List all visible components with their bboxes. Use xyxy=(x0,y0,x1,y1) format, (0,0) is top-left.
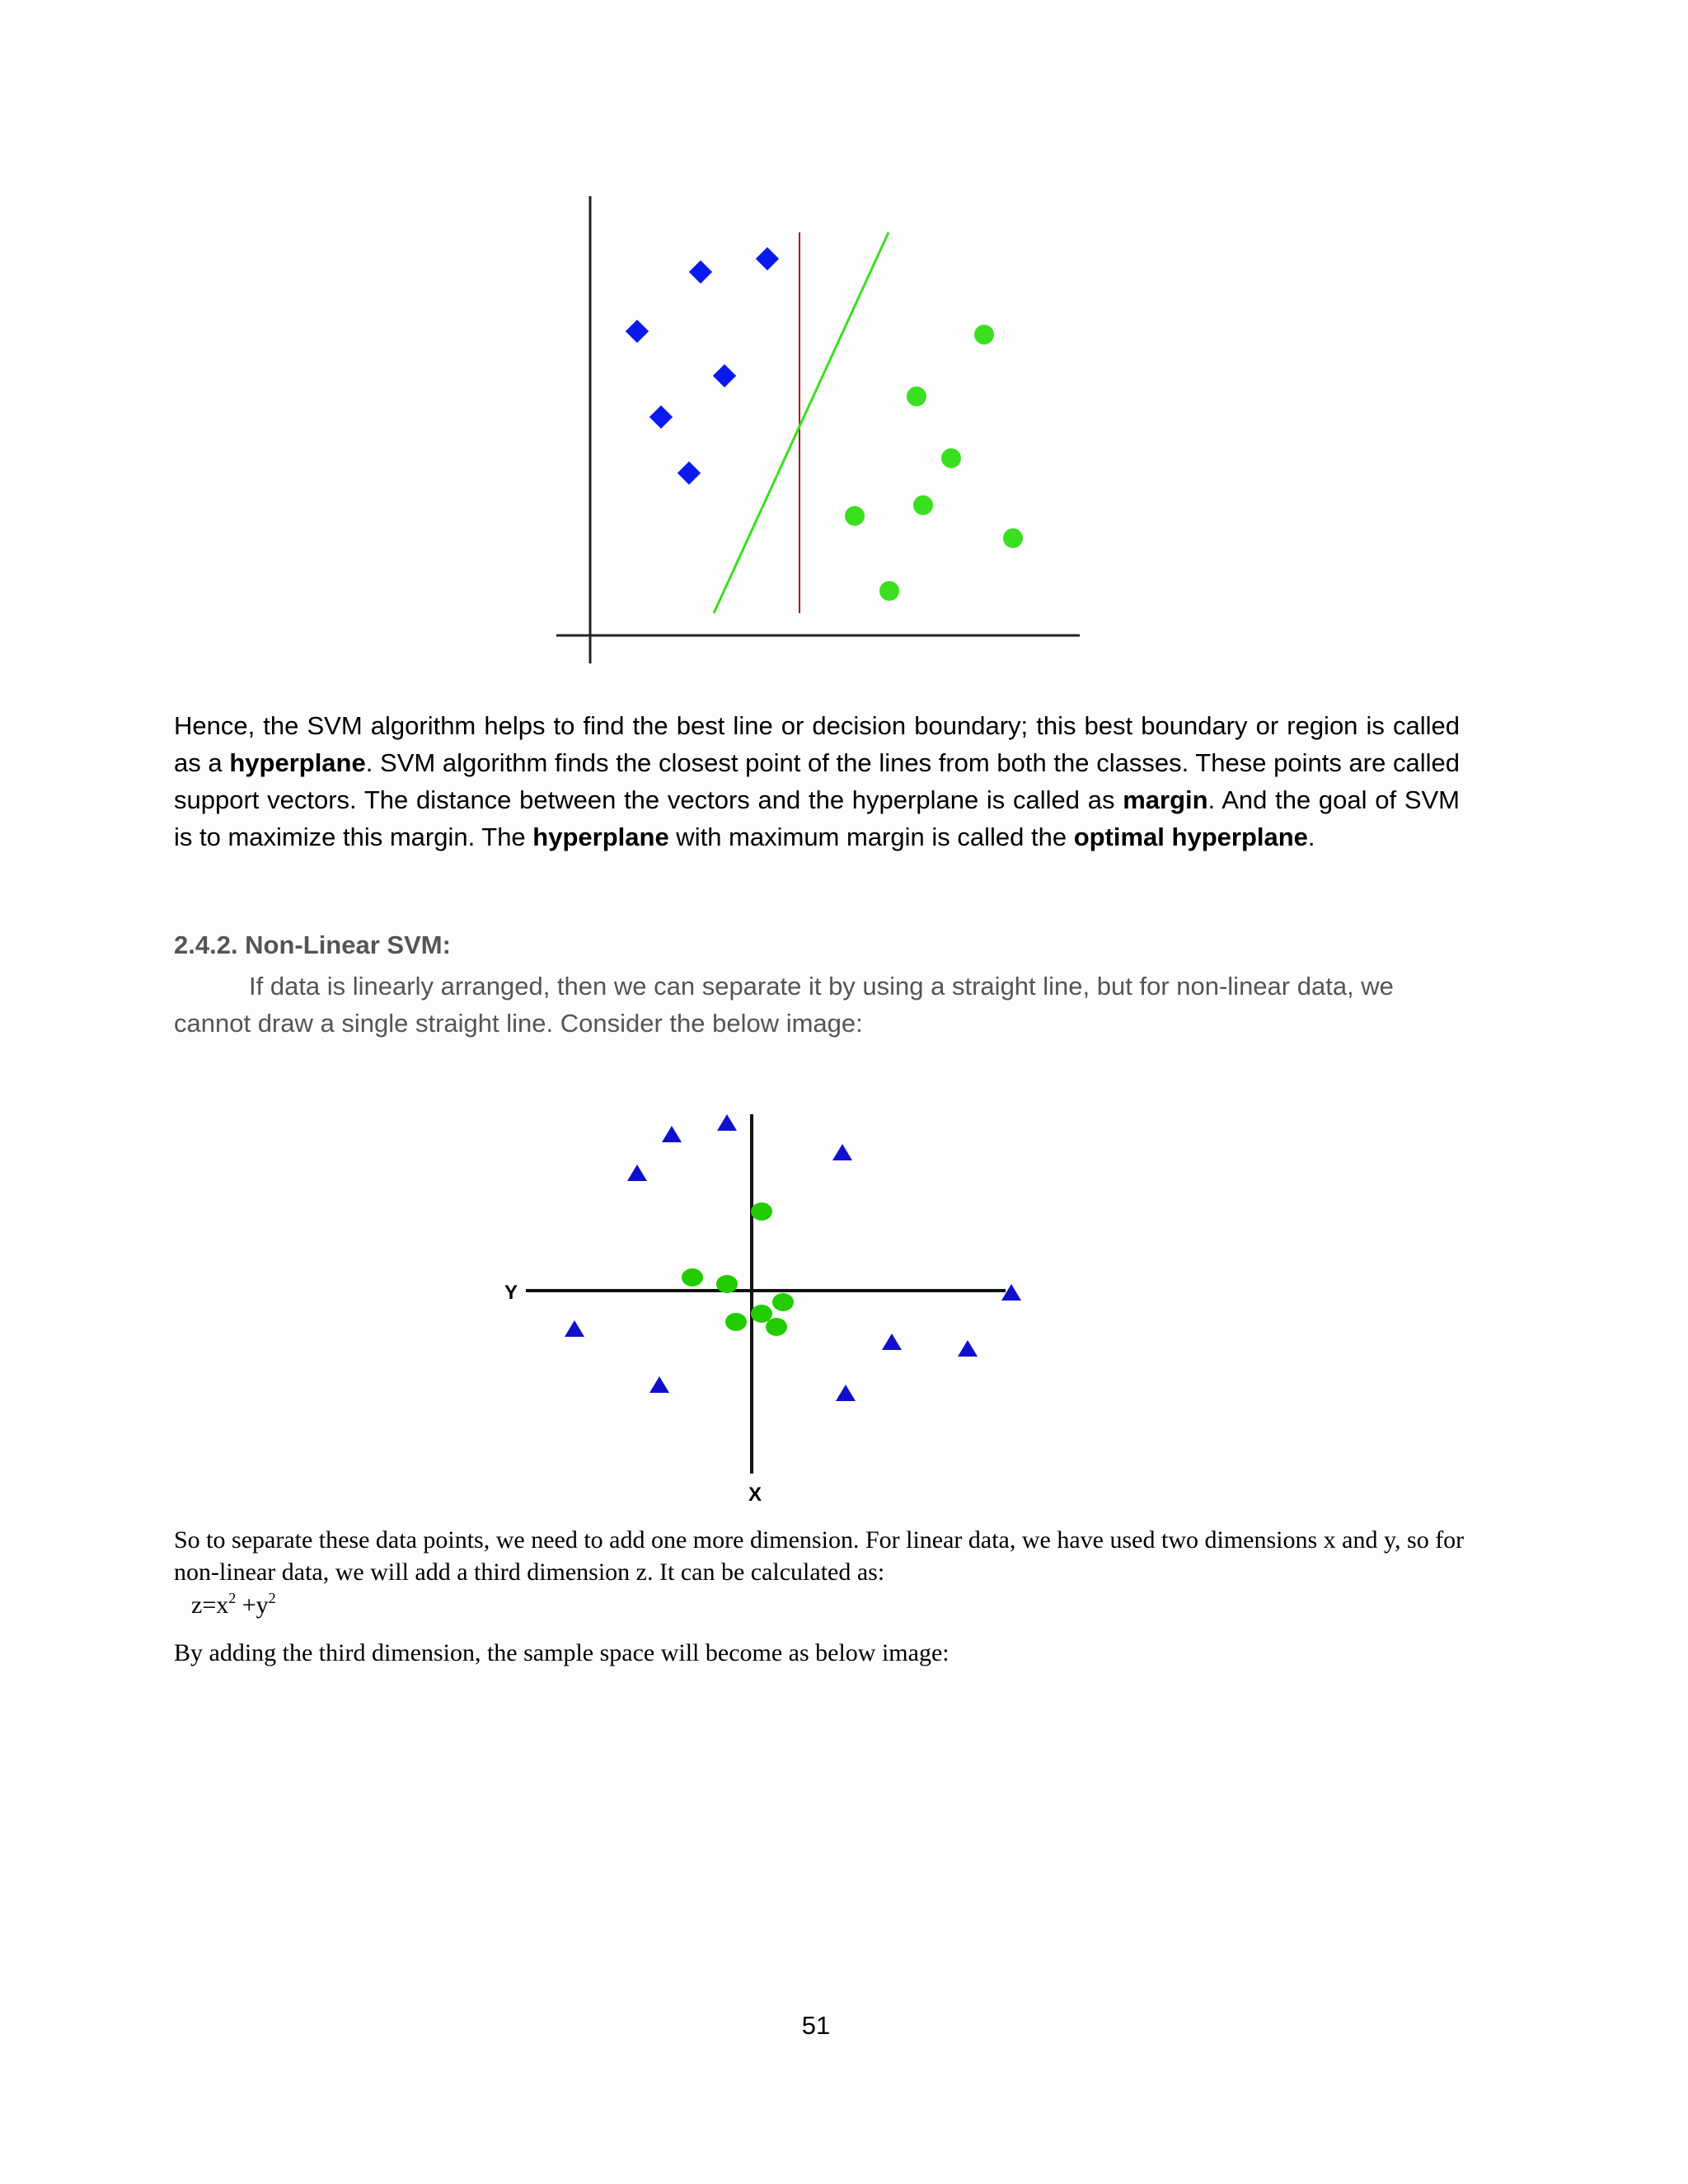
circle-point xyxy=(751,1202,772,1221)
text-segment: Hence, the SVM algorithm helps to find the best line or decision boundary; this best boundary or region is called as a xyxy=(174,711,1460,777)
triangle-point xyxy=(836,1385,856,1401)
class-b-points xyxy=(845,325,1023,601)
section-heading: 2.4.2. Non-Linear SVM: xyxy=(174,930,451,959)
page-number: 51 xyxy=(801,2011,831,2040)
non-linear-data-figure xyxy=(495,1104,1039,1508)
circle-point xyxy=(845,506,865,526)
x-axis-label: X xyxy=(748,1483,762,1506)
diamond-point xyxy=(689,260,712,284)
diamond-point xyxy=(713,364,736,387)
triangle-point xyxy=(565,1320,584,1337)
diamond-point xyxy=(678,462,701,485)
text-segment: . xyxy=(1307,823,1315,851)
triangle-points xyxy=(565,1114,1021,1401)
circle-point xyxy=(913,495,933,515)
circle-point xyxy=(772,1293,794,1311)
diamond-point xyxy=(756,247,779,270)
green-separator-line xyxy=(714,232,889,613)
circle-point xyxy=(751,1305,772,1323)
linear-svm-figure xyxy=(544,190,1088,668)
text-segment: . And the goal of SVM is to maximize this margin. The xyxy=(174,785,1460,851)
triangle-point xyxy=(832,1144,852,1160)
circle-point xyxy=(725,1313,747,1331)
circle-point xyxy=(879,581,899,601)
triangle-point xyxy=(717,1114,737,1131)
triangle-point xyxy=(627,1165,647,1181)
circle-point xyxy=(682,1268,703,1286)
non-linear-intro-paragraph xyxy=(174,968,1460,1042)
triangle-point xyxy=(662,1126,682,1142)
formula-exponent: 2 xyxy=(268,1590,276,1606)
bold-term-margin: margin xyxy=(1123,785,1208,814)
triangle-point xyxy=(649,1376,669,1393)
z-formula xyxy=(191,1590,276,1619)
third-dimension-paragraph: So to separate these data points, we need to add one more dimension. For linear data, we have used two dimensions x and y, so for non-linear data, we will add a third dimension z. It can be calculated as: xyxy=(174,1526,1465,1586)
class-a-points xyxy=(626,247,779,485)
bold-term-optimal-hyperplane: optimal hyperplane xyxy=(1073,823,1308,851)
formula-exponent: 2 xyxy=(228,1590,237,1606)
circle-point xyxy=(941,448,961,468)
text-segment: with maximum margin is called the xyxy=(668,823,1074,851)
text-segment: If data is linearly arranged, then we can separate it by using a straight line, but for non-linear data, we cannot draw a single straight line. Consider the below image: xyxy=(174,972,1394,1038)
formula-part: z=x xyxy=(191,1591,229,1619)
bold-term-hyperplane: hyperplane xyxy=(229,748,366,777)
non-linear-plot xyxy=(495,1104,1039,1508)
circle-point xyxy=(1003,528,1023,548)
bold-term-hyperplane: hyperplane xyxy=(532,823,669,851)
sample-space-paragraph: By adding the third dimension, the sample space will become as below image: xyxy=(174,1639,950,1666)
triangle-point xyxy=(882,1333,902,1350)
text-segment: . SVM algorithm finds the closest point of the lines from both the classes. These points are called support vectors. The distance between the vectors and the hyperplane is called as xyxy=(174,748,1461,814)
diamond-point xyxy=(649,405,673,429)
circle-point xyxy=(974,325,994,344)
linear-svm-plot xyxy=(544,190,1088,668)
y-axis-label: Y xyxy=(504,1282,518,1304)
circle-points xyxy=(682,1202,794,1336)
circle-point xyxy=(907,387,926,406)
diamond-point xyxy=(626,320,649,343)
formula-part: +y xyxy=(236,1591,269,1619)
circle-point xyxy=(716,1275,738,1293)
triangle-point xyxy=(958,1340,978,1357)
svm-explanation-paragraph xyxy=(174,707,1460,855)
circle-point xyxy=(766,1318,787,1336)
